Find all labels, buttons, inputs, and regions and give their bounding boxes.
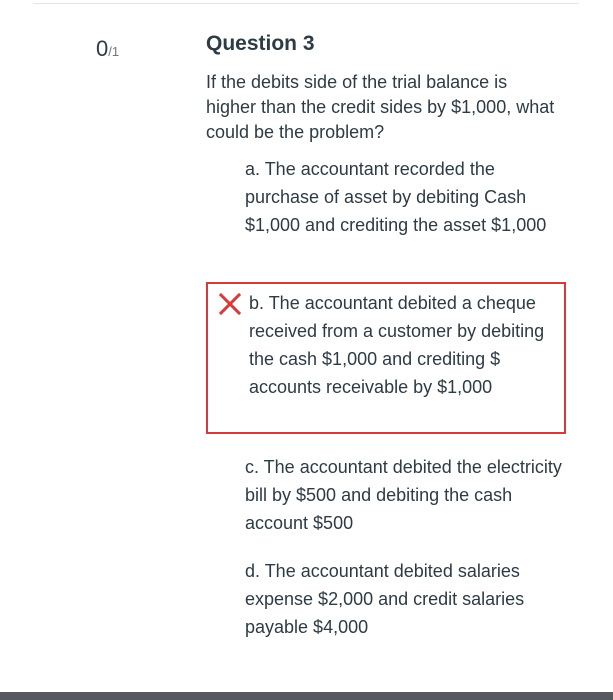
question-text: If the debits side of the trial balance is higher than the credit sides by $1,000, what could be the problem? (206, 72, 555, 142)
answer-option-d: d. The accountant debited salaries expense $2,000 and credit salaries payable $4,000 (245, 561, 525, 637)
score-possible: /1 (108, 44, 120, 59)
score-earned: 0 (96, 36, 109, 61)
answer-option-b: b. The accountant debited a cheque received from a customer by debiting the cash $1,000 and crediting $ accounts receivable by $1,000 (249, 293, 545, 397)
answer-option-a: a. The accountant recorded the purchase of asset by debiting Cash $1,000 and crediting the asset $1,000 (245, 159, 547, 235)
bottom-bar (0, 692, 613, 700)
answer-option-c: c. The accountant debited the electricity bill by $500 and debiting the cash account $500 (245, 457, 562, 533)
question-title: Question 3 (206, 32, 315, 55)
top-divider (33, 3, 579, 4)
question-score (96, 36, 119, 62)
answer-option-b-selected-incorrect (206, 282, 566, 434)
x-icon (217, 291, 243, 317)
